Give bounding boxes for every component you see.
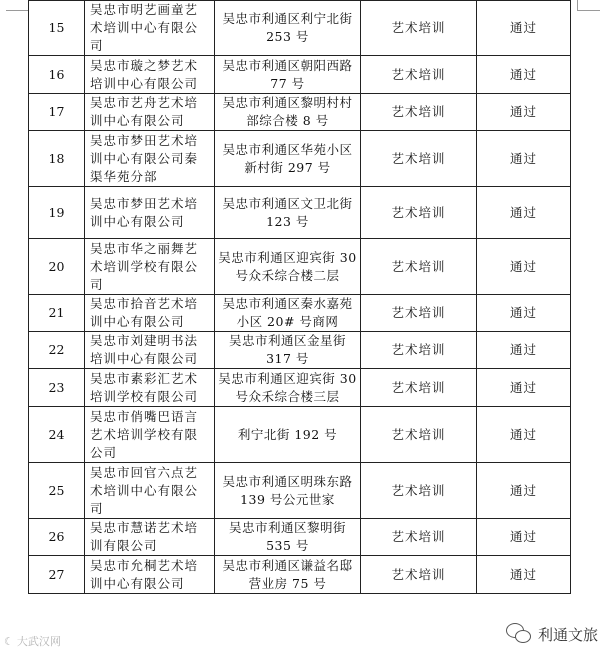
row-number: 21 [29,295,85,332]
table-row [29,187,571,239]
institution-address: 吴忠市利通区华苑小区新村街 297 号 [215,131,361,187]
institution-address: 吴忠市利通区黎明街 535 号 [215,519,361,556]
watermark-logo-icon: ☾ [4,634,14,648]
table-row [29,463,571,519]
watermark-right [506,623,598,645]
row-number: 25 [29,463,85,519]
review-result: 通过 [477,369,571,407]
review-result: 通过 [477,332,571,369]
training-institutions-table [28,0,571,594]
training-category: 艺术培训 [361,332,477,369]
training-category: 艺术培训 [361,295,477,332]
institution-name: 吴忠市明艺画童艺术培训中心有限公司 [85,1,215,56]
institution-name: 吴忠市刘建明书法培训中心有限公司 [85,332,215,369]
table-row [29,131,571,187]
training-category: 艺术培训 [361,556,477,594]
row-number: 27 [29,556,85,594]
page-corner-mark-left [6,0,29,11]
institution-name: 吴忠市梦田艺术培训中心有限公司 [85,187,215,239]
training-category: 艺术培训 [361,187,477,239]
institution-name: 吴忠市允桐艺术培训中心有限公司 [85,556,215,594]
institution-address: 利宁北街 192 号 [215,407,361,463]
institution-address: 吴忠市利通区秦水嘉苑小区 20# 号商网 [215,295,361,332]
review-result: 通过 [477,187,571,239]
table-row [29,519,571,556]
institution-name: 吴忠市艺舟艺术培训中心有限公司 [85,94,215,131]
review-result: 通过 [477,56,571,94]
row-number: 15 [29,1,85,56]
table-row [29,56,571,94]
training-category: 艺术培训 [361,94,477,131]
table-row [29,369,571,407]
institution-address: 吴忠市利通区朝阳西路 77 号 [215,56,361,94]
review-result: 通过 [477,519,571,556]
institution-address: 吴忠市利通区迎宾街 30 号众禾综合楼二层 [215,239,361,295]
table-row [29,295,571,332]
training-category: 艺术培训 [361,463,477,519]
row-number: 26 [29,519,85,556]
institution-address: 吴忠市利通区明珠东路 139 号公元世家 [215,463,361,519]
row-number: 20 [29,239,85,295]
review-result: 通过 [477,94,571,131]
row-number: 18 [29,131,85,187]
watermark-right-text: 利通文旅 [537,625,598,644]
review-result: 通过 [477,131,571,187]
review-result: 通过 [477,1,571,56]
institution-name: 吴忠市拾音艺术培训中心有限公司 [85,295,215,332]
institution-name: 吴忠市素彩汇艺术培训学校有限公司 [85,369,215,407]
training-category: 艺术培训 [361,56,477,94]
institution-name: 吴忠市慧诺艺术培训有限公司 [85,519,215,556]
review-result: 通过 [477,556,571,594]
page-corner-mark-right [577,0,600,11]
row-number: 17 [29,94,85,131]
row-number: 16 [29,56,85,94]
table-body [29,1,571,594]
review-result: 通过 [477,239,571,295]
review-result: 通过 [477,407,571,463]
review-result: 通过 [477,295,571,332]
table-row [29,1,571,56]
row-number: 23 [29,369,85,407]
training-category: 艺术培训 [361,519,477,556]
training-category: 艺术培训 [361,131,477,187]
institution-address: 吴忠市利通区黎明村村部综合楼 8 号 [215,94,361,131]
watermark-left [4,633,61,649]
table-row [29,94,571,131]
table-row [29,556,571,594]
row-number: 24 [29,407,85,463]
institution-name: 吴忠市璇之梦艺术培训中心有限公司 [85,56,215,94]
institution-name: 吴忠市华之丽舞艺术培训学校有限公司 [85,239,215,295]
review-result: 通过 [477,463,571,519]
institution-address: 吴忠市利通区迎宾街 30 号众禾综合楼三层 [215,369,361,407]
institution-address: 吴忠市利通区金星街 317 号 [215,332,361,369]
institution-address: 吴忠市利通区利宁北街 253 号 [215,1,361,56]
institution-address: 吴忠市利通区谦益名邸营业房 75 号 [215,556,361,594]
institution-name: 吴忠市俏嘴巴语言艺术培训学校有限公司 [85,407,215,463]
row-number: 19 [29,187,85,239]
training-category: 艺术培训 [361,369,477,407]
wechat-icon [506,623,532,645]
row-number: 22 [29,332,85,369]
institution-name: 吴忠市梦田艺术培训中心有限公司秦渠华苑分部 [85,131,215,187]
table-row [29,239,571,295]
table-row [29,407,571,463]
institution-address: 吴忠市利通区文卫北街 123 号 [215,187,361,239]
institution-name: 吴忠市回官六点艺术培训中心有限公司 [85,463,215,519]
training-category: 艺术培训 [361,239,477,295]
training-category: 艺术培训 [361,1,477,56]
table-row [29,332,571,369]
watermark-left-text: 大武汉网 [16,635,61,648]
training-category: 艺术培训 [361,407,477,463]
